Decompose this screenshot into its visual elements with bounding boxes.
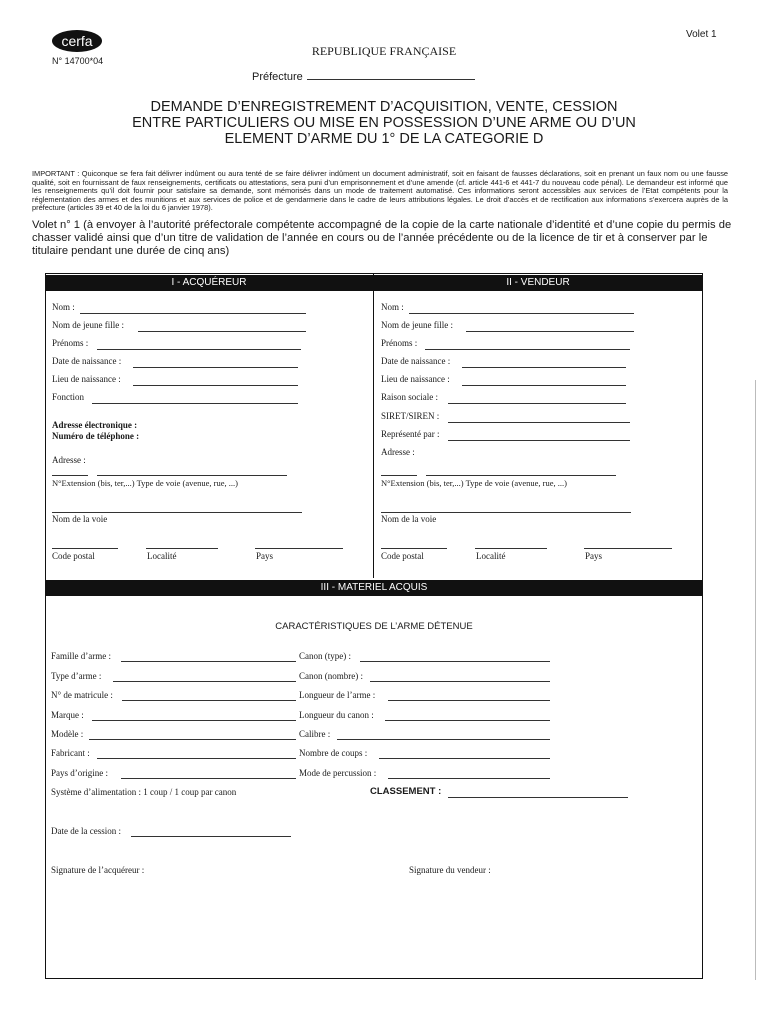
mat-pays-origine-line[interactable] bbox=[121, 778, 296, 779]
materiel-header: III - MATERIEL ACQUIS bbox=[45, 580, 703, 596]
mat-date-cession-line[interactable] bbox=[131, 836, 291, 837]
prefecture-input-line[interactable] bbox=[307, 69, 475, 80]
mat-alimentation-label: Système d’alimentation : 1 coup / 1 coup par canon bbox=[51, 787, 237, 797]
acq-nom-label: Nom : bbox=[52, 302, 75, 312]
prefecture-label: Préfecture bbox=[252, 71, 303, 83]
vend-siret-label: SIRET/SIREN : bbox=[381, 411, 440, 421]
vend-adresse-label: Adresse : bbox=[381, 447, 415, 457]
cerfa-logo: cerfa bbox=[52, 30, 102, 52]
materiel-subtitle: CARACTÉRISTIQUES DE L’ARME DÉTENUE bbox=[275, 621, 473, 632]
vend-nom-label: Nom : bbox=[381, 302, 404, 312]
vend-nom-jeune-fille-line[interactable] bbox=[466, 331, 634, 332]
mat-nombre-coups-label: Nombre de coups : bbox=[299, 748, 368, 758]
acq-nom-line[interactable] bbox=[80, 313, 306, 314]
acq-nom-voie-line[interactable] bbox=[52, 512, 302, 513]
vend-date-naissance-line[interactable] bbox=[462, 367, 626, 368]
mat-marque-label: Marque : bbox=[51, 710, 84, 720]
acq-prenoms-label: Prénoms : bbox=[52, 338, 89, 348]
title-line-3: ELEMENT D’ARME DU 1° DE LA CATEGORIE D bbox=[224, 131, 544, 147]
acq-nom-jeune-fille-label: Nom de jeune fille : bbox=[52, 320, 124, 330]
mat-calibre-label: Calibre : bbox=[299, 729, 331, 739]
acq-localite-label: Localité bbox=[147, 551, 177, 561]
mat-nombre-coups-line[interactable] bbox=[379, 758, 550, 759]
mat-classement-line[interactable] bbox=[448, 797, 628, 798]
acq-code-postal-label: Code postal bbox=[52, 551, 95, 561]
republique-francaise: REPUBLIQUE FRANÇAISE bbox=[311, 44, 457, 58]
vend-extension-label: N°Extension (bis, ter,...) Type de voie (avenue, rue, ...) bbox=[381, 478, 567, 488]
scan-edge-line bbox=[755, 380, 756, 980]
title-line-1: DEMANDE D’ENREGISTREMENT D’ACQUISITION, VENTE, CESSION bbox=[150, 99, 618, 115]
acq-nom-jeune-fille-line[interactable] bbox=[138, 331, 306, 332]
signature-vendeur-label: Signature du vendeur : bbox=[409, 865, 491, 875]
vend-lieu-naissance-label: Lieu de naissance : bbox=[381, 374, 450, 384]
mat-canon-type-line[interactable] bbox=[360, 661, 550, 662]
vend-localite-line[interactable] bbox=[475, 548, 547, 549]
vend-prenoms-label: Prénoms : bbox=[381, 338, 418, 348]
mat-matricule-line[interactable] bbox=[122, 700, 296, 701]
acq-pays-line[interactable] bbox=[255, 548, 343, 549]
vend-prenoms-line[interactable] bbox=[425, 349, 630, 350]
vend-date-naissance-label: Date de naissance : bbox=[381, 356, 451, 366]
form-title bbox=[40, 99, 728, 147]
mat-canon-type-label: Canon (type) : bbox=[299, 651, 351, 661]
acq-extension-label: N°Extension (bis, ter,...) Type de voie (avenue, rue, ...) bbox=[52, 478, 238, 488]
vend-nom-voie-label: Nom de la voie bbox=[381, 514, 437, 524]
mat-canon-nombre-line[interactable] bbox=[370, 681, 550, 682]
acq-date-naissance-line[interactable] bbox=[133, 367, 298, 368]
mat-modele-line[interactable] bbox=[89, 739, 296, 740]
vend-nom-voie-line[interactable] bbox=[381, 512, 631, 513]
acq-adresse-label: Adresse : bbox=[52, 455, 86, 465]
column-divider bbox=[373, 273, 374, 578]
mat-longueur-arme-line[interactable] bbox=[388, 700, 550, 701]
acq-localite-line[interactable] bbox=[146, 548, 218, 549]
form-reference: N° 14700*04 bbox=[52, 56, 104, 66]
vend-code-postal-label: Code postal bbox=[381, 551, 424, 561]
mat-mode-percussion-label: Mode de percussion : bbox=[299, 768, 377, 778]
acq-date-naissance-label: Date de naissance : bbox=[52, 356, 122, 366]
important-notice: IMPORTANT : Quiconque se fera fait délivrer indûment ou aura tenté de se faire délivrer indûment un document administratif, soit en faisant de fausses déclarations, soit en prenant un faux nom ou une fausse qualité, soit en fournissant de faux renseignements, certificats ou attestations, sera puni d’un emprisonnement et d’une amende (cf. article 441-6 et 441-7 du nouveau code pénal). Le demandeur est informé que les renseignements qu’il doit fournir pour satisfaire sa demande, sont mémorisés dans un mode de traitement automatisé. Ces informations seront accessibles aux services de l’Etat compétents pour la réglementation des armes et des munitions et aux services de police et de gendarmerie dans le cadre de leurs attributions légales. Le droit d’accès et de rectification aux informations s’exercera auprès de la préfecture (articles 39 et 40 de la loi du 6 janvier 1978). bbox=[32, 169, 728, 213]
mat-classement-label: CLASSEMENT : bbox=[370, 786, 442, 797]
vend-nom-jeune-fille-label: Nom de jeune fille : bbox=[381, 320, 453, 330]
vend-pays-line[interactable] bbox=[584, 548, 672, 549]
mat-famille-line[interactable] bbox=[121, 661, 296, 662]
mat-longueur-canon-line[interactable] bbox=[385, 720, 550, 721]
mat-pays-origine-label: Pays d’origine : bbox=[51, 768, 108, 778]
mat-mode-percussion-line[interactable] bbox=[388, 778, 550, 779]
mat-matricule-label: N° de matricule : bbox=[51, 690, 113, 700]
acq-fonction-line[interactable] bbox=[92, 403, 298, 404]
mat-date-cession-label: Date de la cession : bbox=[51, 826, 121, 836]
vend-lieu-naissance-line[interactable] bbox=[462, 385, 626, 386]
mat-famille-label: Famille d’arme : bbox=[51, 651, 111, 661]
mat-canon-nombre-label: Canon (nombre) : bbox=[299, 671, 363, 681]
vend-nom-line[interactable] bbox=[409, 313, 634, 314]
mat-calibre-line[interactable] bbox=[337, 739, 550, 740]
acq-type-voie-line[interactable] bbox=[97, 475, 287, 476]
vendeur-header: II - VENDEUR bbox=[374, 275, 702, 291]
acq-lieu-naissance-label: Lieu de naissance : bbox=[52, 374, 121, 384]
signature-acquereur-label: Signature de l’acquéreur : bbox=[51, 865, 145, 875]
acq-extension-line[interactable] bbox=[52, 475, 88, 476]
vend-localite-label: Localité bbox=[476, 551, 506, 561]
mat-longueur-arme-label: Longueur de l’arme : bbox=[299, 690, 376, 700]
vend-represente-label: Représenté par : bbox=[381, 429, 440, 439]
vend-siret-line[interactable] bbox=[448, 422, 630, 423]
acq-nom-voie-label: Nom de la voie bbox=[52, 514, 108, 524]
volet-label: Volet 1 bbox=[686, 29, 717, 40]
mat-marque-line[interactable] bbox=[92, 720, 296, 721]
acq-code-postal-line[interactable] bbox=[52, 548, 118, 549]
mat-type-label: Type d’arme : bbox=[51, 671, 102, 681]
acquereur-header: I - ACQUÉREUR bbox=[45, 275, 373, 291]
acq-lieu-naissance-line[interactable] bbox=[133, 385, 298, 386]
volet-instructions: Volet n° 1 (à envoyer à l’autorité préfectorale compétente accompagné de la copie de la carte nationale d’identité et d’une copie du permis de chasser validé ainsi que d’un titre de validation de l’année en cours ou de l’année précédente ou de la licence de tir et à conserver par le titulaire pendant une durée de cinq ans) bbox=[32, 219, 732, 257]
vend-extension-line[interactable] bbox=[381, 475, 417, 476]
vend-pays-label: Pays bbox=[585, 551, 603, 561]
acq-email-label: Adresse électronique : bbox=[52, 420, 138, 430]
vend-type-voie-line[interactable] bbox=[426, 475, 616, 476]
vend-raison-sociale-line[interactable] bbox=[448, 403, 626, 404]
acq-prenoms-line[interactable] bbox=[97, 349, 301, 350]
vend-raison-sociale-label: Raison sociale : bbox=[381, 392, 438, 402]
acq-fonction-label: Fonction bbox=[52, 392, 85, 402]
mat-longueur-canon-label: Longueur du canon : bbox=[299, 710, 374, 720]
vend-represente-line[interactable] bbox=[448, 440, 630, 441]
title-line-2: ENTRE PARTICULIERS OU MISE EN POSSESSION D’UNE ARME OU D’UN bbox=[132, 115, 636, 131]
mat-type-line[interactable] bbox=[113, 681, 296, 682]
mat-fabricant-label: Fabricant : bbox=[51, 748, 90, 758]
mat-fabricant-line[interactable] bbox=[97, 758, 296, 759]
mat-modele-label: Modèle : bbox=[51, 729, 84, 739]
prefecture-field[interactable] bbox=[252, 69, 475, 83]
vend-code-postal-line[interactable] bbox=[381, 548, 447, 549]
acq-telephone-label: Numéro de téléphone : bbox=[52, 431, 140, 441]
acq-pays-label: Pays bbox=[256, 551, 274, 561]
